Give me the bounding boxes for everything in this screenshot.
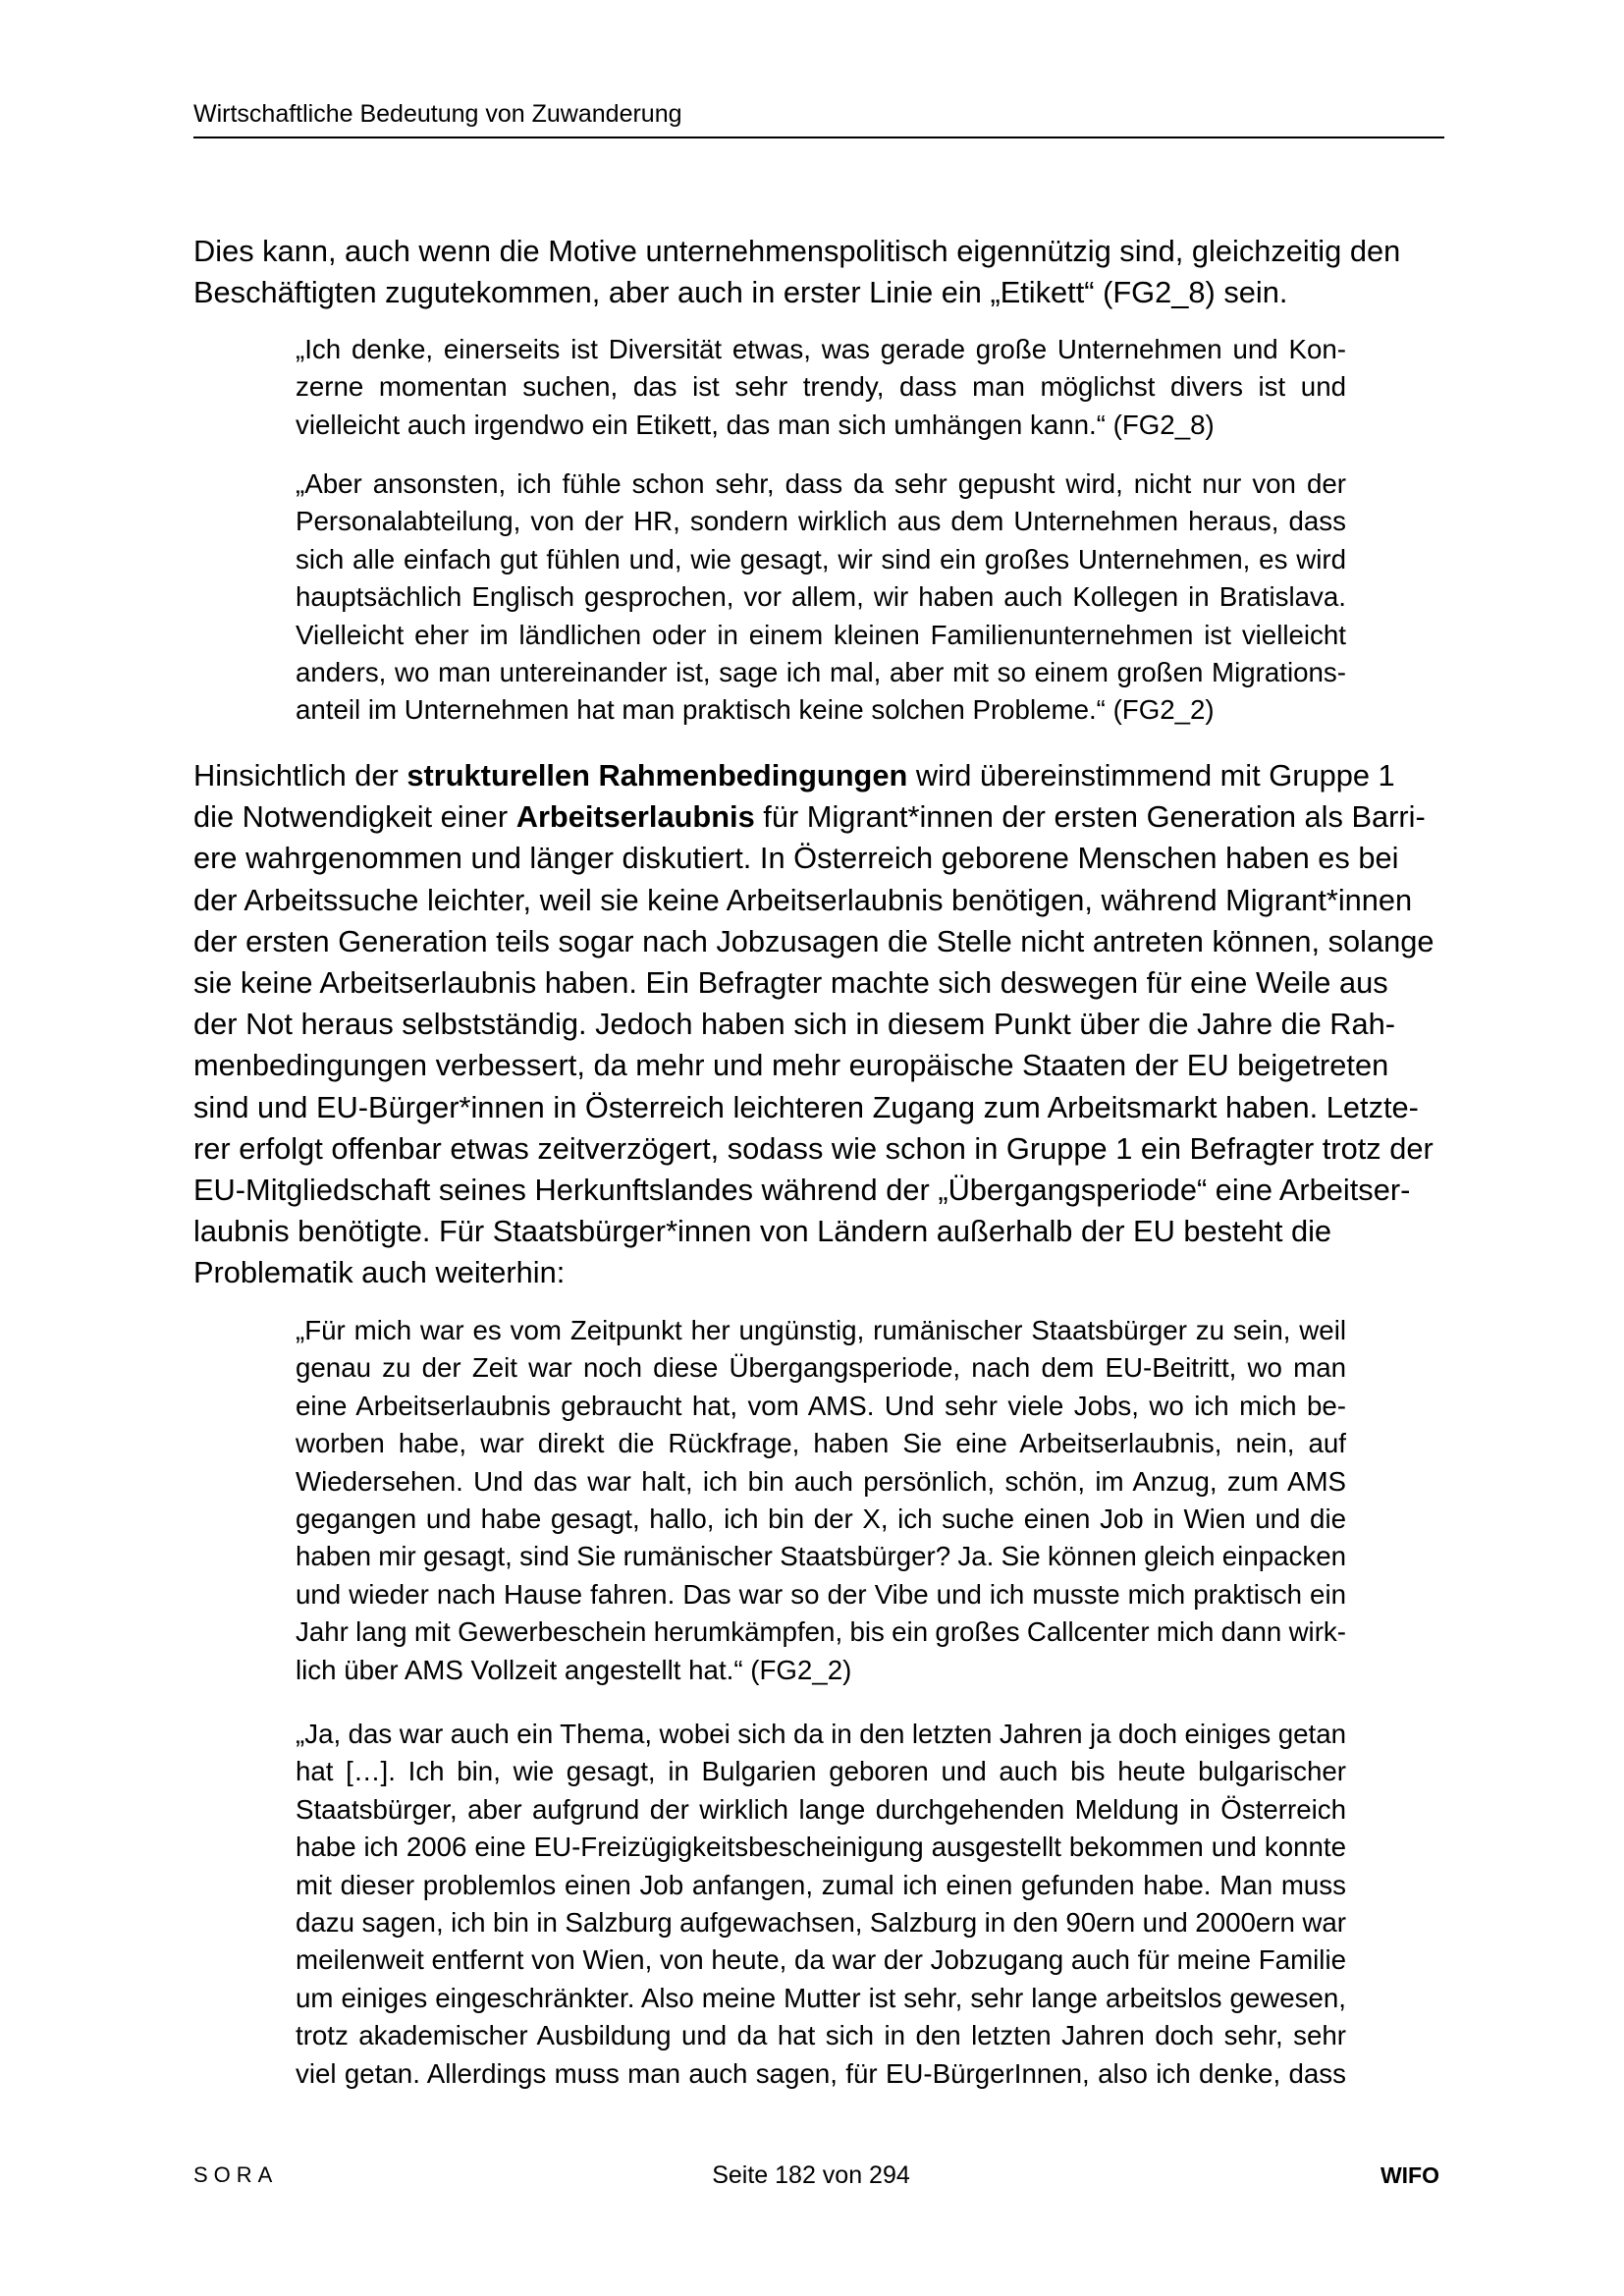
text-line (296, 1652, 1346, 1689)
text-segment: sie keine Arbeitserlaubnis haben. Ein Befragter machte sich deswegen für eine Weile aus (193, 965, 1388, 1001)
intro-paragraph (193, 231, 1444, 313)
text-line (296, 1538, 1346, 1575)
text-segment: wird übereinstimmend mit Gruppe 1 (907, 758, 1395, 793)
text-line (296, 654, 1346, 691)
text-line (193, 1211, 1444, 1252)
text-segment: um einiges eingeschränkter. Also meine Mutter ist sehr, sehr lange arbeitslos gewesen, (296, 1982, 1346, 2013)
text-segment: Dies kann, auch wenn die Motive unternehmenspolitisch eigennützig sind, gleichzeitig den (193, 234, 1401, 268)
text-line (193, 796, 1444, 838)
text-segment: Jahr lang mit Gewerbeschein herumkämpfen, bis ein großes Callcenter mich dann wirk- (296, 1616, 1346, 1648)
text-segment: anteil im Unternehmen hat man praktisch keine solchen Probleme.“ (FG2_2) (296, 694, 1215, 726)
text-segment: worben habe, war direkt die Rückfrage, haben Sie eine Arbeitserlaubnis, nein, auf (296, 1428, 1346, 1459)
text-segment: eine Arbeitserlaubnis gebraucht hat, vom AMS. Und sehr viele Jobs, wo ich mich be- (296, 1390, 1346, 1421)
text-segment: menbedingungen verbessert, da mehr und mehr europäische Staaten der EU beigetreten (193, 1048, 1389, 1083)
text-segment: dazu sagen, ich bin in Salzburg aufgewachsen, Salzburg in den 90ern und 2000ern war (296, 1907, 1346, 1939)
text-line (193, 1252, 1444, 1293)
text-line (296, 1463, 1346, 1501)
text-segment: „Ja, das war auch ein Thema, wobei sich da in den letzten Jahren ja doch einiges getan (296, 1719, 1346, 1749)
main-paragraph (193, 755, 1444, 1294)
text-segment: anders, wo man untereinander ist, sage ich mal, aber mit so einem großen Migrations- (296, 657, 1346, 688)
wifo-logo: WIFO (1380, 2162, 1439, 2188)
text-line (296, 503, 1346, 540)
quote-block-4 (296, 1716, 1346, 2093)
text-line (296, 1904, 1346, 1941)
text-segment: sich alle einfach gut fühlen und, wie gesagt, wir sind ein großes Unternehmen, es wird (296, 543, 1346, 574)
text-segment: „Aber ansonsten, ich fühle schon sehr, dass da sehr gepusht wird, nicht nur von der (296, 468, 1346, 499)
text-line (296, 1791, 1346, 1829)
text-segment: vielleicht auch irgendwo ein Etikett, das man sich umhängen kann.“ (FG2_8) (296, 409, 1215, 440)
text-segment: lich über AMS Vollzeit angestellt hat.“ (FG2_2) (296, 1654, 852, 1685)
text-line (296, 1501, 1346, 1538)
text-line (193, 838, 1444, 879)
text-segment: trotz akademischer Ausbildung und da hat sich in den letzten Jahren doch sehr, sehr (296, 2020, 1346, 2051)
text-line (193, 755, 1444, 796)
text-line (296, 331, 1346, 368)
text-segment: Staatsbürger, aber aufgrund der wirklich lange durchgehenden Meldung in Österreich (296, 1793, 1346, 1825)
text-line (193, 921, 1444, 962)
text-line (296, 1716, 1346, 1753)
text-segment: hauptsächlich Englisch gesprochen, vor allem, wir haben auch Kollegen in Bratislava. (296, 581, 1346, 613)
text-segment: Personalabteilung, von der HR, sondern wirklich aus dem Unternehmen heraus, dass (296, 506, 1346, 537)
text-segment: Vielleicht eher im ländlichen oder in einem kleinen Familienunternehmen ist vielleicht (296, 619, 1346, 650)
text-line (296, 1941, 1346, 1979)
text-line (296, 1867, 1346, 1904)
text-line (193, 1170, 1444, 1211)
text-segment: rer erfolgt offenbar etwas zeitverzögert, sodass wie schon in Gruppe 1 ein Befragter trotz der (193, 1130, 1434, 1166)
text-line (296, 465, 1346, 503)
text-line (296, 407, 1346, 444)
text-line (193, 1004, 1444, 1045)
text-line (296, 1980, 1346, 2017)
text-line (193, 962, 1444, 1004)
text-line (296, 368, 1346, 406)
text-line (296, 578, 1346, 616)
text-segment: meilenweit entfernt von Wien, von heute, da war der Jobzugang auch für meine Familie (296, 1944, 1346, 1976)
text-segment: sind und EU-Bürger*innen in Österreich leichteren Zugang zum Arbeitsmarkt haben. Letzte- (193, 1089, 1419, 1124)
text-segment: laubnis benötigte. Für Staatsbürger*innen von Ländern außerhalb der EU besteht die (193, 1214, 1332, 1249)
text-segment: zerne momentan suchen, das ist sehr trendy, dass man möglichst divers ist und (296, 371, 1346, 403)
text-line (193, 272, 1444, 313)
text-line (296, 1829, 1346, 1866)
text-line (193, 880, 1444, 921)
text-line (193, 1087, 1444, 1128)
header-rule (193, 137, 1444, 138)
text-segment: ere wahrgenommen und länger diskutiert. In Österreich geborene Menschen haben es bei (193, 841, 1399, 876)
text-segment: und wieder nach Hause fahren. Das war so der Vibe und ich musste mich praktisch ein (296, 1578, 1346, 1610)
text-segment: „Ich denke, einerseits ist Diversität etwas, was gerade große Unternehmen und Kon- (296, 334, 1346, 364)
text-line (296, 617, 1346, 654)
text-segment: für Migrant*innen der ersten Generation als Barri- (754, 799, 1426, 835)
text-segment: genau zu der Zeit war noch diese Übergangsperiode, nach dem EU-Beitritt, wo man (296, 1352, 1346, 1384)
text-segment: der Not heraus selbstständig. Jedoch haben sich in diesem Punkt über die Jahre die Rah- (193, 1007, 1396, 1042)
text-segment: der Arbeitssuche leichter, weil sie keine Arbeitserlaubnis benötigen, während Migrant*innen (193, 882, 1413, 917)
text-segment: mit dieser problemlos einen Job anfangen, zumal ich einen gefunden habe. Man muss (296, 1869, 1346, 1900)
sora-logo: SORA (193, 2162, 279, 2187)
text-line (296, 1349, 1346, 1387)
text-segment: die Notwendigkeit einer (193, 799, 516, 835)
text-segment: Beschäftigten zugutekommen, aber auch in erster Linie ein „Etikett“ (FG2_8) sein. (193, 275, 1288, 310)
quote-block-1 (296, 331, 1346, 444)
text-line (193, 1045, 1444, 1086)
text-segment: „Für mich war es vom Zeitpunkt her ungünstig, rumänischer Staatsbürger zu sein, weil (296, 1315, 1346, 1345)
text-segment: viel getan. Allerdings muss man auch sagen, für EU-BürgerInnen, also ich denke, dass (296, 2057, 1346, 2089)
text-segment: haben mir gesagt, sind Sie rumänischer Staatsbürger? Ja. Sie können gleich einpacken (296, 1541, 1346, 1572)
text-line (193, 231, 1444, 272)
text-line (296, 2017, 1346, 2054)
text-segment: EU-Mitgliedschaft seines Herkunftslandes während der „Übergangsperiode“ eine Arbeitser- (193, 1173, 1411, 1208)
page-number: Seite 182 von 294 (712, 2161, 910, 2189)
text-segment: Problematik auch weiterhin: (193, 1255, 566, 1290)
text-line (193, 1128, 1444, 1170)
text-segment: Hinsichtlich der (193, 758, 407, 793)
text-segment: habe ich 2006 eine EU-Freizügigkeitsbescheinigung ausgestellt bekommen und konnte (296, 1831, 1346, 1863)
quote-block-3 (296, 1312, 1346, 1689)
quote-block-2 (296, 465, 1346, 730)
text-line (296, 1753, 1346, 1790)
text-segment: der ersten Generation teils sogar nach Jobzusagen die Stelle nicht antreten können, solange (193, 923, 1435, 958)
text-line (296, 1613, 1346, 1651)
text-line (296, 1425, 1346, 1462)
text-line (296, 691, 1346, 729)
text-segment: Wiedersehen. Und das war halt, ich bin auch persönlich, schön, im Anzug, zum AMS (296, 1465, 1346, 1497)
text-line (296, 1312, 1346, 1349)
text-line (296, 2055, 1346, 2093)
bold-term: strukturellen Rahmenbedingungen (406, 758, 908, 793)
text-line (296, 541, 1346, 578)
bold-term: Arbeitserlaubnis (515, 799, 755, 835)
text-segment: gegangen und habe gesagt, hallo, ich bin der X, ich suche einen Job in Wien und die (296, 1503, 1346, 1535)
running-header-title: Wirtschaftliche Bedeutung von Zuwanderung (193, 100, 682, 128)
text-line (296, 1576, 1346, 1613)
text-line (296, 1388, 1346, 1425)
text-segment: hat […]. Ich bin, wie gesagt, in Bulgarien geboren und auch bis heute bulgarischer (296, 1756, 1346, 1787)
